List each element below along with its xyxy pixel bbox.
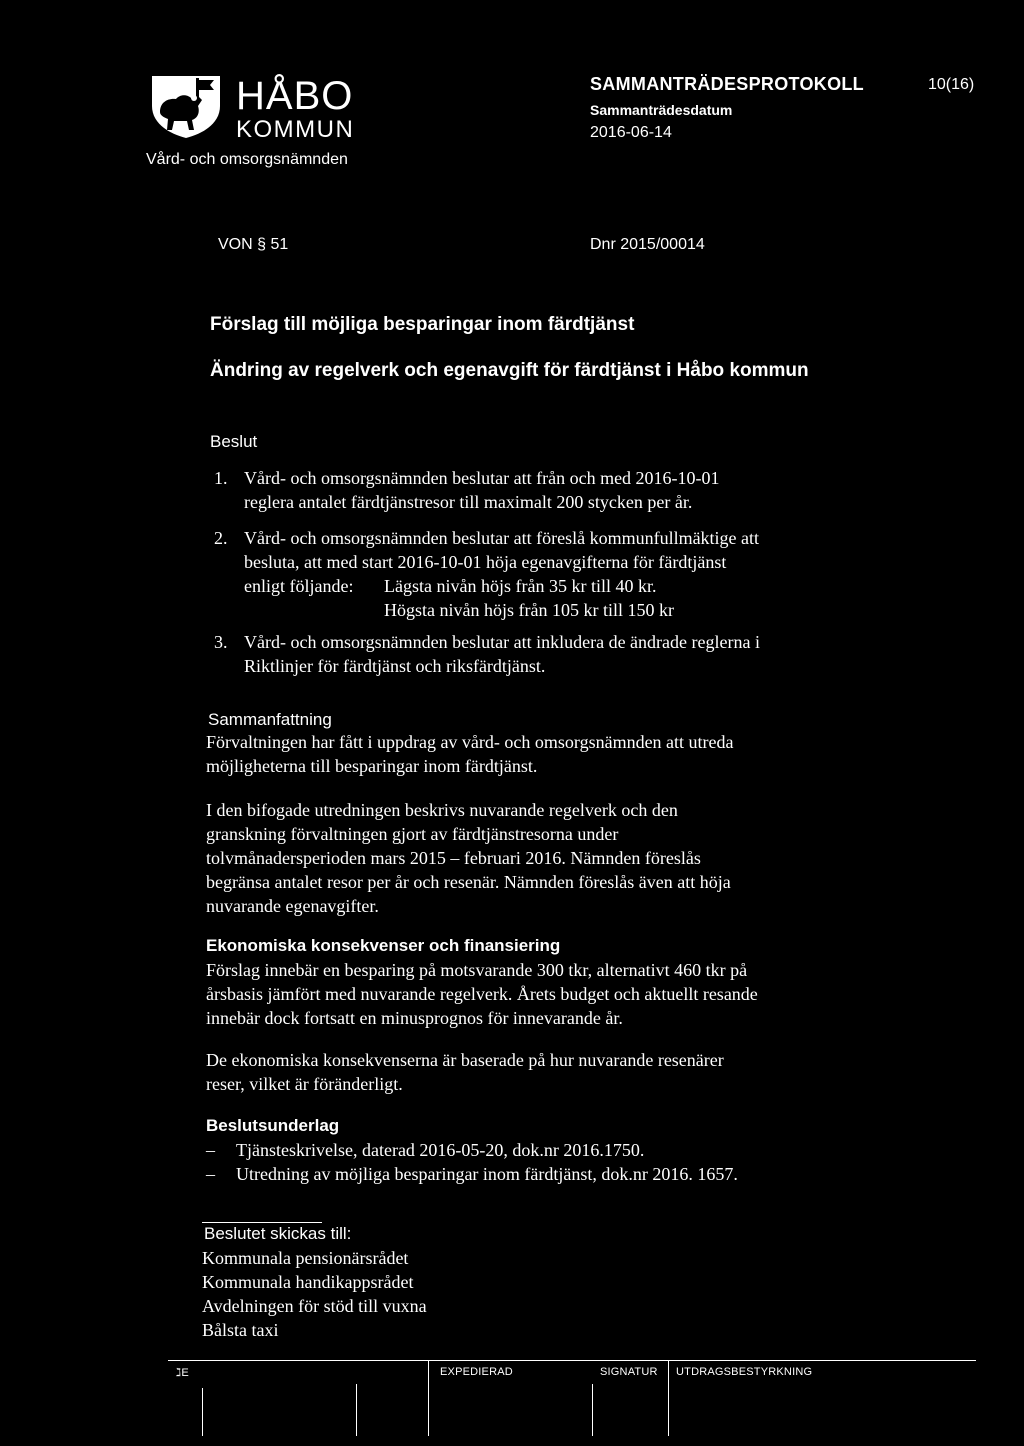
document-type: SAMMANTRÄDESPROTOKOLL: [590, 74, 864, 94]
text-line: De ekonomiska konsekvenserna är baserade på hur nuvarande resenärer: [206, 1050, 724, 1070]
decision-item-number: 1.: [214, 468, 228, 488]
page-number: 10(16): [928, 76, 975, 93]
decision-item-text: Vård- och omsorgsnämnden beslutar att inkludera de ändrade reglerna i: [244, 632, 760, 652]
footer-label-justeras: ℷE: [176, 1367, 189, 1379]
footer-column-divider: [202, 1388, 203, 1436]
decision-item-number: 2.: [214, 528, 228, 548]
committee-name: Vård- och omsorgsnämnden: [146, 151, 348, 168]
basis-item-text: Utredning av möjliga besparingar inom färdtjänst, dok.nr 2016. 1657.: [236, 1164, 738, 1184]
text-line: I den bifogade utredningen beskrivs nuvarande regelverk och den: [206, 800, 678, 820]
decision-item-text: enligt följande:: [244, 576, 354, 596]
sent-to-heading: Beslutet skickas till:: [204, 1224, 352, 1243]
footer-label-signatur: SIGNATUR: [600, 1366, 658, 1378]
text-line: tolvmånadersperioden mars 2015 – februari 2016. Nämnden föreslås: [206, 848, 701, 868]
basis-item-text: Tjänsteskrivelse, daterad 2016-05-20, dok.nr 2016.1750.: [236, 1140, 645, 1160]
recipient-item: Avdelningen för stöd till vuxna: [202, 1296, 427, 1316]
decision-item-text: Lägsta nivån höjs från 35 kr till 40 kr.: [384, 576, 657, 596]
case-number: Dnr 2015/00014: [590, 236, 705, 253]
economy-paragraph-1: [206, 958, 758, 1030]
footer-column-divider: [356, 1384, 357, 1436]
text-line: Förslag innebär en besparing på motsvarande 300 tkr, alternativt 460 tkr på: [206, 960, 748, 980]
summary-paragraph-1: [206, 730, 734, 778]
footer-label-expedierad: EXPEDIERAD: [440, 1366, 513, 1378]
text-line: begränsa antalet resor per år och resenär. Nämnden föreslås även att höja: [206, 872, 731, 892]
case-title: Förslag till möjliga besparingar inom färdtjänst: [210, 314, 635, 335]
logo-org-name: HÅBO: [236, 74, 354, 118]
decision-item-text: Högsta nivån höjs från 105 kr till 150 kr: [384, 600, 674, 620]
footer-column-divider: [592, 1384, 593, 1436]
basis-heading: Beslutsunderlag: [206, 1116, 340, 1135]
recipient-item: Kommunala pensionärsrådet: [202, 1248, 409, 1268]
decision-heading: Beslut: [210, 432, 258, 451]
habo-coat-of-arms-logo: [146, 72, 226, 138]
decision-item-text: besluta, att med start 2016-10-01 höja egenavgifterna för färdtjänst: [244, 552, 727, 572]
recipient-item: Bålsta taxi: [202, 1320, 279, 1340]
text-line: möjligheterna till besparingar inom färdtjänst.: [206, 756, 538, 776]
economy-heading: Ekonomiska konsekvenser och finansiering: [206, 936, 561, 955]
recipient-list: [202, 1246, 427, 1342]
logo-org-type: KOMMUN: [236, 116, 355, 143]
decision-item-text: reglera antalet färdtjänstresor till maximalt 200 stycken per år.: [244, 492, 693, 512]
basis-list-item: – Utredning av möjliga besparingar inom färdtjänst, dok.nr 2016. 1657.: [206, 1164, 738, 1184]
economy-paragraph-2: [206, 1048, 724, 1096]
summary-heading: Sammanfattning: [208, 710, 332, 729]
text-line: granskning förvaltningen gjort av färdtjänstresorna under: [206, 824, 619, 844]
basis-list-item: – Tjänsteskrivelse, daterad 2016-05-20, dok.nr 2016.1750.: [206, 1140, 645, 1160]
paragraph-id: VON § 51: [218, 236, 289, 253]
meeting-date-label: Sammanträdesdatum: [590, 102, 733, 118]
decision-item-text: Riktlinjer för färdtjänst och riksfärdtjänst.: [244, 656, 546, 676]
footer-top-rule: [168, 1360, 976, 1361]
text-line: nuvarande egenavgifter.: [206, 896, 379, 916]
divider: [202, 1222, 322, 1223]
decision-item-number: 3.: [214, 632, 228, 652]
recipient-item: Kommunala handikappsrådet: [202, 1272, 414, 1292]
text-line: årsbasis jämfört med nuvarande regelverk. Årets budget och aktuellt resande: [206, 984, 758, 1004]
footer-column-divider: [428, 1360, 429, 1436]
footer-label-utdragsbestyrkning: UTDRAGSBESTYRKNING: [676, 1366, 813, 1378]
text-line: Förvaltningen har fått i uppdrag av vård- och omsorgsnämnden att utreda: [206, 732, 734, 752]
footer-column-divider: [668, 1360, 669, 1436]
text-line: reser, vilket är föränderligt.: [206, 1074, 403, 1094]
meeting-date: 2016-06-14: [590, 124, 672, 141]
case-subtitle: Ändring av regelverk och egenavgift för färdtjänst i Håbo kommun: [210, 360, 809, 381]
text-line: innebär dock fortsatt en minusprognos för innevarande år.: [206, 1008, 623, 1028]
decision-item-text: Vård- och omsorgsnämnden beslutar att föreslå kommunfullmäktige att: [244, 528, 760, 548]
decision-item-text: Vård- och omsorgsnämnden beslutar att från och med 2016-10-01: [244, 468, 720, 488]
summary-paragraph-2: [206, 798, 731, 918]
